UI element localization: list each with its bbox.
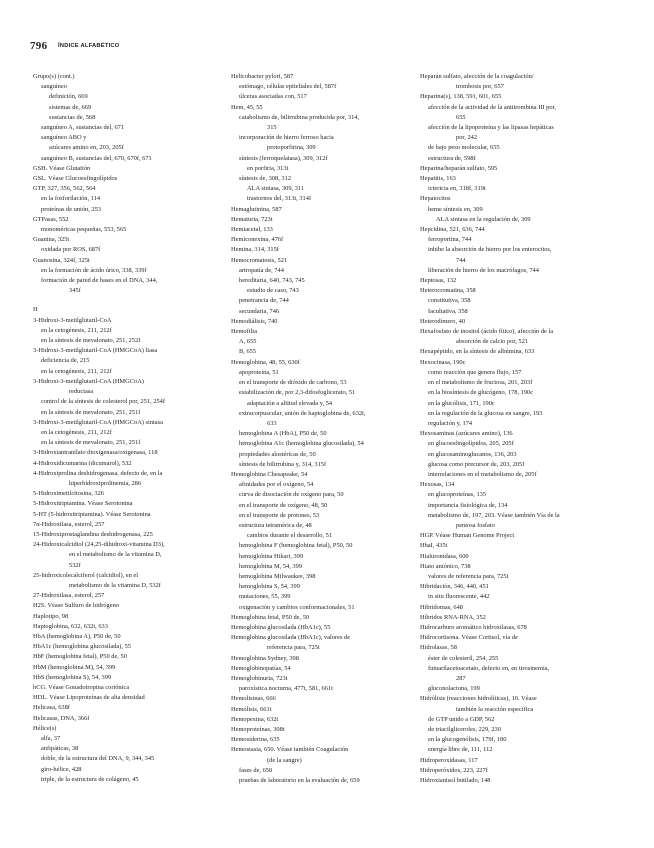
- index-subentry: referencia para, 725t: [267, 644, 320, 652]
- index-subentry: hemoglobina A (HbA), P50 de, 50: [239, 430, 327, 438]
- index-entry: Helicasa, 638f: [33, 704, 70, 712]
- section-gap: [33, 296, 215, 305]
- index-subentry: penetrancia de, 744: [239, 297, 289, 305]
- index-subentry: afección de la actividad de la antitrombina III por,: [428, 103, 557, 111]
- index-subentry: éster de colesteril, 254, 255: [428, 654, 499, 662]
- index-subentry: sanguíneo A, sustancias del, 671: [41, 124, 125, 132]
- index-subentry: en la síntesis de mevalonato, 251, 252f: [41, 337, 141, 345]
- index-entry: Hidrocarburo aromático hidroxilasas, 678: [420, 623, 527, 631]
- index-entry: 5-HT (5-hidroxitriptamina). Véase Serotonina: [33, 510, 151, 518]
- index-entry: Hemólisis, 661t: [231, 705, 272, 713]
- index-entry: Hemoglobinuria, 723t: [231, 674, 288, 682]
- index-subentry: estructura de, 598f: [428, 154, 476, 162]
- index-entry: Heparán sulfato, afección de la coagulación/: [420, 73, 534, 80]
- index-subentry: propiedades alostéricas de, 50: [239, 450, 316, 458]
- index-subentry: B, 655: [239, 348, 257, 356]
- index-entry: Hematuria, 723t: [231, 215, 273, 223]
- index-subentry: en la regulación de la glucosa en sangre, 193: [428, 409, 543, 417]
- index-entry: HbA1c (hemoglobina glucosilada), 55: [33, 643, 131, 651]
- index-subentry: artropatía de, 744: [239, 266, 284, 274]
- index-subentry: 744: [456, 256, 466, 264]
- index-subentry: en el metabolismo de fructosa, 201, 203f: [428, 379, 533, 387]
- index-subentry: paroxística nocturna, 477t, 581, 661t: [239, 685, 333, 693]
- index-entry: Hidrólisis (reacciones hidrolíticas), 10. Véase: [420, 695, 537, 703]
- index-entry: Hemoglobina, 48, 55, 630f: [231, 358, 300, 366]
- index-entry: Hemopexina, 632t: [231, 715, 279, 723]
- index-subentry: glucosa como precursor de, 203, 205f: [428, 460, 525, 468]
- index-subentry: monoméricas pequeñas, 553, 565: [41, 226, 127, 234]
- index-entry: HDL. Véase Lipoproteínas de alta densidad: [33, 694, 145, 702]
- index-entry: Hexosaminas (azúcares amino), 136: [420, 430, 513, 438]
- index-entry: Hemodiálisis, 740: [231, 317, 278, 325]
- index-subentry: de GTP unido a GDP, 562: [428, 715, 495, 723]
- index-entry: Haplotipo, 98: [33, 612, 69, 620]
- index-subentry: apoproteína, 51: [239, 368, 279, 376]
- index-subentry: 655: [456, 113, 466, 121]
- index-subentry: hemoglobina S, 54, 399: [239, 583, 300, 591]
- index-subentry: giro-hélice, 428: [41, 765, 82, 773]
- index-column-2: [231, 72, 413, 786]
- index-entry: Guanosina, 324f, 325t: [33, 256, 90, 264]
- index-entry: Hidrolasas, 58: [420, 644, 457, 652]
- index-entry: Heptosas, 132: [420, 277, 457, 285]
- index-subentry: fases de, 650: [239, 766, 273, 774]
- page-number: 796: [30, 40, 48, 52]
- index-subentry: absorción de calcio por, 521: [456, 338, 528, 346]
- index-subentry: energía libre de, 111, 112: [428, 746, 493, 754]
- index-entry: Hemina, 314, 315f: [231, 246, 279, 254]
- index-entry: Hidroperoxidasas, 117: [420, 756, 478, 764]
- index-subentry: en glucoproteínas, 135: [428, 491, 487, 499]
- index-subentry: en la síntesis de mevalonato, 251, 251f: [41, 439, 141, 447]
- index-entry: Hemosiderina, 635: [231, 736, 280, 744]
- index-entry: Guanina, 325t: [33, 236, 70, 244]
- index-subentry: en la síntesis de mevalonato, 251, 251f: [41, 408, 141, 416]
- index-subentry: hemoglobina Milwaukee, 398: [239, 572, 316, 580]
- index-entry: Hemoglobina fetal, P50 de, 50: [231, 613, 310, 621]
- index-entry: Hexafosfato de inositol (ácido fítico), afección de la: [420, 328, 554, 336]
- index-entry: hCG. Véase Gonadotropina coriónica: [33, 683, 130, 691]
- index-entry: 4-Hidroxiprolina deshidrogenasa, defecto de, en la: [33, 469, 163, 477]
- index-entry: Hemostasia, 650. Véase también Coagulación: [231, 746, 349, 754]
- index-subentry: protoporfirina, 309: [267, 144, 316, 152]
- index-entry: Heparina(s), 138, 591, 601, 655: [420, 93, 502, 101]
- index-subentry: facultativa, 358: [428, 307, 468, 315]
- index-subentry: en glucosaminoglucanos, 136, 203: [428, 450, 517, 458]
- index-subentry: síntesis de, 308, 312: [239, 175, 292, 183]
- index-subentry: pruebas de laboratorio en la evaluación de, 659: [239, 777, 360, 785]
- index-entry: Hemoglobina glucosilada (HbA1c), valores de: [231, 634, 351, 642]
- index-subentry: sistemas de, 669: [49, 103, 92, 111]
- index-entry: 3-Hidroxiantranilato dioxigenasa/oxigenasa, 118: [33, 449, 158, 457]
- index-subentry: estabilización de, por 2,3-difosfoglicerato, 51: [239, 389, 356, 397]
- index-entry: Hemocromatosis, 521: [231, 256, 288, 264]
- index-entry: Hexocinasa, 190c: [420, 358, 466, 366]
- index-subentry: azúcares amino en, 203, 205f: [49, 144, 124, 152]
- index-subentry: anfipáticas, 38: [41, 745, 79, 753]
- index-entry: Hemoglobina Sydney, 398: [231, 654, 299, 662]
- index-subentry: gluconolactona, 199: [428, 685, 480, 693]
- index-subentry: definición, 669: [49, 93, 88, 101]
- index-entry: Hemiconexina, 476f: [231, 236, 284, 244]
- index-subentry: en el transporte de protones, 53: [239, 511, 320, 519]
- index-entry: Hidroxianisol butilado, 148: [420, 777, 491, 785]
- index-subentry: heme síntesis en, 309: [428, 205, 483, 213]
- index-subentry: en la cetogénesis, 211, 212f: [41, 326, 112, 334]
- index-entry: 25-hidroxicolecalciferol (calcidiol), en el: [33, 571, 139, 579]
- index-subentry: estómago, células epiteliales del, 587f: [239, 83, 337, 91]
- index-entry: Hexosas, 134: [420, 481, 455, 489]
- index-entry: 3-Hidroxi-3-metilglutaril-CoA (HMGCoA) sintasa: [33, 418, 163, 426]
- index-subentry: ictericia en, 318f, 319t: [428, 185, 486, 193]
- index-entry: GTPasas, 552: [33, 215, 69, 223]
- index-subentry: constitutiva, 358: [428, 297, 471, 305]
- index-subentry: metabolismo de, 197, 203. Véase también Vía de la: [428, 511, 560, 519]
- index-subentry: ALA sintasa, 309, 311: [247, 185, 305, 193]
- index-subentry: in situ fluorescente, 442: [428, 593, 490, 601]
- index-subentry: 315: [267, 124, 277, 132]
- index-subentry: síntesis (ferroquelatasa), 309, 312f: [239, 154, 328, 162]
- index-entry: HbM (hemoglobina M), 54, 399: [33, 663, 116, 671]
- index-entry: Hiato aniónico, 738: [420, 562, 471, 570]
- index-subentry: (de la sangre): [267, 756, 302, 764]
- index-subentry: en la fosforilación, 114: [41, 195, 101, 203]
- index-subentry: sanguíneo B, sustancias del, 670, 670f, 671: [41, 154, 152, 162]
- index-entry: Hemoproteínas, 308t: [231, 726, 285, 733]
- index-subentry: pentosa fosfato: [456, 521, 495, 529]
- index-subentry: hiperhidroxiprolinemia, 286: [69, 479, 142, 487]
- index-subentry: en la cetogénesis, 211, 212f: [41, 367, 112, 375]
- index-entry: Hemaglutinina, 587: [231, 205, 282, 213]
- index-subentry: ALA sintasa en la regulación de, 309: [436, 215, 531, 223]
- index-subentry: en el metabolismo de la vitamina D,: [69, 551, 162, 559]
- index-entry: 15-Hidroxiprostaglandina deshidrogenasa, 225: [33, 530, 153, 538]
- index-subentry: 345f: [69, 287, 81, 295]
- index-subentry: cambios durante el desarrollo, 51: [247, 532, 333, 540]
- index-subentry: hemoglobina A1c (hemoglobina glucosilada), 54: [239, 440, 364, 448]
- index-subentry: proteínas de unión, 253: [41, 205, 101, 213]
- index-subentry: hemoglobina Hikari, 399: [239, 552, 304, 560]
- index-subentry: curva de disociación de oxígeno para, 50: [239, 491, 344, 499]
- index-entry: HGP. Véase Human Genome Project: [420, 532, 515, 540]
- index-subentry: estudio de caso, 743: [247, 287, 299, 295]
- index-subentry: sanguíneo ABO y: [41, 134, 87, 142]
- index-subentry: hemoglobina F (hemoglobina fetal), P50, 50: [239, 542, 353, 550]
- index-subentry: A, 655: [239, 338, 257, 346]
- index-subentry: catabolismo de, bilirrubina producida por, 314,: [239, 113, 360, 121]
- index-entry: Hibridación, 346, 440, 451: [420, 583, 489, 591]
- index-entry: Heparina/heparán sulfato, 595: [420, 164, 498, 172]
- index-subentry: síntesis de bilirrubina y, 314, 315f: [239, 460, 327, 468]
- index-entry: Heterocromatina, 358: [420, 287, 476, 295]
- index-subentry: metabolismo de la vitamina D, 532f: [69, 581, 161, 589]
- index-entry: Hibridomas, 648: [420, 603, 463, 611]
- index-subentry: regulación y, 174: [428, 419, 473, 427]
- index-subentry: triple, de la estructura de colágeno, 45: [41, 775, 139, 783]
- index-subentry: 287: [456, 674, 466, 682]
- index-entry: Hélice(s): [33, 724, 57, 732]
- index-entry: Hem, 45, 55: [231, 103, 263, 111]
- index-entry: Hidroperóxidos, 223, 227f: [420, 766, 488, 774]
- index-subentry: deficiencia de, 215: [41, 357, 90, 365]
- index-subentry: oxigenación y cambios conformacionales, 51: [239, 603, 355, 611]
- index-entry: Helicobacter pylori, 587: [231, 73, 294, 80]
- index-subentry: sustancias de, 568: [49, 113, 96, 121]
- index-subentry: sanguíneo: [41, 83, 67, 91]
- index-entry: Hidrocortisona. Véase Cortisol, vía de: [420, 634, 518, 642]
- index-subentry: liberación de hierro de los macrófagos, 744: [428, 266, 539, 274]
- index-entry: HhaI, 435t: [420, 542, 448, 550]
- index-subentry: hemoglobina M, 54, 399: [239, 562, 303, 570]
- index-subentry: extracorpuscular, unión de haptoglobina de, 632t,: [239, 409, 366, 417]
- index-subentry: trastornos del, 313t, 314f: [247, 195, 312, 203]
- index-entry: HbA (hemoglobina A), P50 de, 50: [33, 632, 121, 640]
- index-subentry: en la glucólisis, 171, 190c: [428, 399, 495, 407]
- index-entry: HbS (hemoglobina S), 54, 399: [33, 673, 112, 681]
- index-entry: Hemiacetal, 133: [231, 226, 273, 234]
- index-entry: Hepatocitos: [420, 195, 451, 203]
- index-entry: GSL. Véase Glucoesfingolípidos: [33, 175, 118, 183]
- index-entry: Hemofilia: [231, 328, 257, 336]
- running-title: ÍNDICE ALFABÉTICO: [58, 43, 120, 49]
- index-entry: Hemoglobina Chesapeake, 54: [231, 470, 308, 478]
- index-subentry: control de la síntesis de colesterol por, 251, 254f: [41, 398, 165, 406]
- index-entry: Hepatitis, 163: [420, 175, 456, 183]
- index-entry: H: [33, 306, 38, 314]
- index-subentry: afección de la lipoproteína y las lipasas hepáticas: [428, 124, 554, 132]
- index-subentry: valores de referencia para, 725t: [428, 572, 509, 580]
- index-subentry: en la biosíntesis de glucógeno, 178, 190c: [428, 389, 534, 397]
- index-subentry: en la formación de ácido úrico, 338, 339f: [41, 266, 147, 274]
- index-entry: Hepcidina, 521, 636, 744: [420, 226, 485, 234]
- index-subentry: mutaciones, 55, 399: [239, 593, 291, 601]
- index-subentry: también la reacción específica: [456, 705, 534, 713]
- index-entry: Haptoglobina, 632, 632t, 633: [33, 622, 108, 630]
- index-subentry: en el transporte de oxígeno, 48, 50: [239, 501, 328, 509]
- index-entry: 24-Hidroxicalcidiol (24,25-dihidroxi-vitamina D3),: [33, 541, 165, 549]
- index-subentry: en porfiria, 313t: [247, 164, 289, 172]
- index-entry: Heterodímero, 40: [420, 317, 466, 325]
- index-entry: GSH. Véase Glutatión: [33, 164, 91, 172]
- index-subentry: por, 242: [456, 134, 478, 142]
- index-entry: 5-Hidroximetilcitosina, 326: [33, 490, 104, 498]
- index-entry: Hemolisinas, 666: [231, 695, 276, 703]
- index-subentry: adaptación a altitud elevada y, 54: [247, 399, 333, 407]
- index-subentry: interrelaciones en el metabolismo de, 205f: [428, 470, 537, 478]
- index-subentry: de bajo peso molecular, 655: [428, 144, 500, 152]
- index-subentry: oxidada por ROS, 687f: [41, 246, 101, 254]
- index-entry: Hialuronidasa, 600: [420, 552, 469, 560]
- index-subentry: importancia fisiológica de, 134: [428, 501, 508, 509]
- index-entry: Hemoglobinopatías, 54: [231, 664, 291, 672]
- index-entry: 3-Hidroxi-3-metilglutaril-CoA (HMGCoA) liasa: [33, 347, 158, 355]
- index-entry: 27-Hidroxilasa, esterol, 257: [33, 592, 105, 600]
- index-entry: HbF (hemoglobina fetal), P50 de, 50: [33, 653, 127, 661]
- index-subentry: ferroportina, 744: [428, 236, 472, 244]
- index-column-3: [420, 72, 602, 786]
- index-entry: Hemoglobina glucosilada (HbA1c), 55: [231, 623, 331, 631]
- index-subentry: hereditaria, 640, 743, 745: [239, 277, 305, 285]
- index-subentry: en la glucogenólisis, 179f, 180: [428, 736, 507, 744]
- index-subentry: trombosis por, 657: [456, 83, 504, 91]
- index-entry: GTP, 327, 356, 562, 564: [33, 185, 96, 193]
- index-entry: Hexapéptido, en la síntesis de albúmina, 633: [420, 348, 535, 356]
- index-subentry: secundaria, 746: [239, 307, 280, 315]
- index-column-1: [33, 72, 215, 785]
- index-subentry: afinidades por el oxígeno, 54: [239, 481, 314, 489]
- index-entry: Helicasas, DNA, 366f: [33, 714, 90, 722]
- index-subentry: en glucoesfingolípidos, 205, 205f: [428, 440, 514, 448]
- index-entry: 3-Hidroxi-3-metilglutaril-CoA (HMGCoA): [33, 377, 144, 385]
- index-subentry: de triacilgliceroles, 229, 230: [428, 726, 501, 733]
- index-entry: H2S. Véase Sulfuro de hidrógeno: [33, 602, 119, 610]
- index-subentry: reductasa: [69, 388, 94, 396]
- index-subentry: inhibe la absorción de hierro por los enterocitos,: [428, 246, 552, 254]
- index-entry: Grupo(s) (cont.): [33, 73, 75, 80]
- index-subentry: fumarilacetoacetato, defecto en, en tirosinemia,: [428, 664, 550, 672]
- index-entry: 5-Hidroxitriptamina. Véase Serotonina: [33, 500, 133, 508]
- index-subentry: estructura tetramérica de, 48: [239, 521, 312, 529]
- index-subentry: en la cetogénesis, 211, 212f: [41, 428, 112, 436]
- index-subentry: úlceras asociadas con, 517: [239, 93, 307, 101]
- index-entry: 7α-Hidroxilasa, esterol, 257: [33, 520, 105, 528]
- index-subentry: doble, de la estructura del DNA, 9, 344, 345: [41, 755, 155, 763]
- index-subentry: incorporación de hierro ferroso hacia: [239, 134, 334, 142]
- index-subentry: alfa, 37: [41, 735, 61, 742]
- index-entry: 3-Hidroxi-3-metilglutaril-CoA: [33, 316, 112, 324]
- index-entry: Híbridos RNA-RNA, 352: [420, 613, 486, 621]
- index-subentry: como reacción que genera flujo, 157: [428, 368, 522, 376]
- index-subentry: formación de pared de bases en el DNA, 344,: [41, 277, 158, 285]
- index-subentry: en el transporte de dióxido de carbono, 53: [239, 379, 347, 387]
- index-entry: 4-Hidroxidicumarina (dicumarol), 532: [33, 459, 132, 467]
- index-subentry: 532f: [69, 561, 81, 569]
- index-subentry: 633: [267, 419, 277, 427]
